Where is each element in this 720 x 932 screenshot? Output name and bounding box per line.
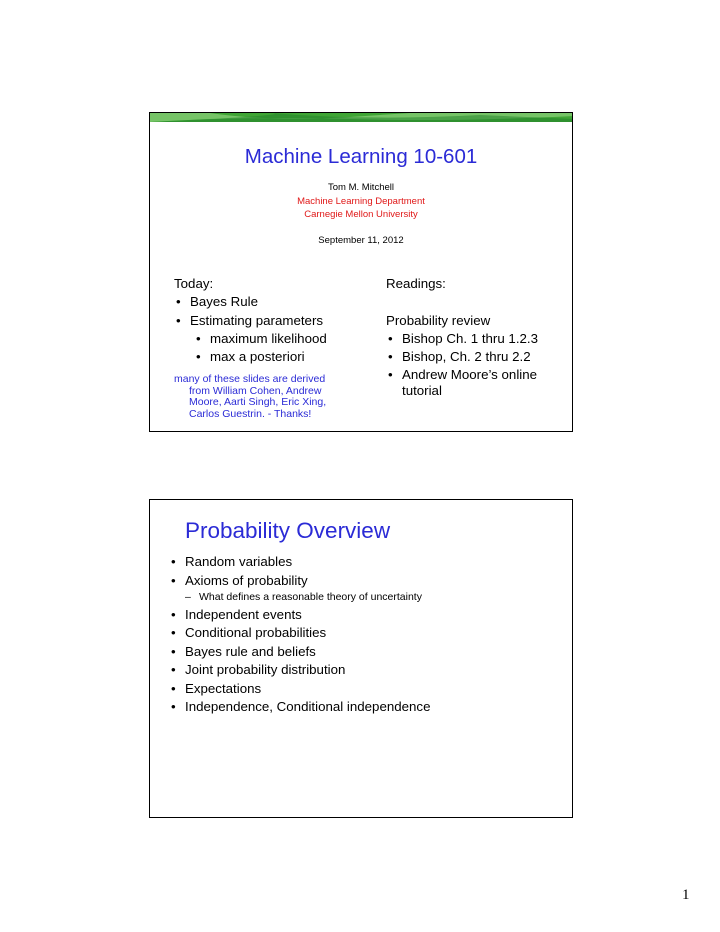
readings-column xyxy=(386,275,538,400)
author: Tom M. Mitchell xyxy=(328,182,394,193)
reading-item-continued: tutorial xyxy=(402,382,442,398)
today-item: • Bayes Rule xyxy=(174,293,327,311)
readings-spacer xyxy=(386,293,538,311)
readings-heading: Readings: xyxy=(386,276,446,291)
today-subitem: • maximum likelihood xyxy=(174,330,327,348)
overview-item: • Bayes rule and beliefs xyxy=(169,643,430,662)
today-subitem: • max a posteriori xyxy=(174,348,327,366)
today-heading: Today: xyxy=(174,276,214,291)
overview-subitem: – What defines a reasonable theory of uncertainty xyxy=(169,590,430,606)
date: September 11, 2012 xyxy=(318,235,404,246)
green-banner xyxy=(150,113,572,122)
credits-line: Carlos Guestrin. - Thanks! xyxy=(189,408,312,421)
credits-line: Moore, Aarti Singh, Eric Xing, xyxy=(189,396,327,409)
overview-item: • Independent events xyxy=(169,606,430,625)
slide-2 xyxy=(149,499,573,818)
overview-list xyxy=(169,553,430,717)
overview-item: • Independence, Conditional independence xyxy=(169,698,430,717)
today-column xyxy=(174,275,327,366)
credits-line: from William Cohen, Andrew xyxy=(189,384,322,397)
credits-line: many of these slides are derived xyxy=(174,373,326,385)
reading-item: • Bishop, Ch. 2 thru 2.2 xyxy=(386,348,538,366)
reading-item: • Andrew Moore’s online xyxy=(386,366,538,384)
department: Machine Learning Department xyxy=(297,196,425,207)
reading-item: • Bishop Ch. 1 thru 1.2.3 xyxy=(386,330,538,348)
overview-item: • Axioms of probability xyxy=(169,572,430,591)
overview-item: • Random variables xyxy=(169,553,430,572)
university: Carnegie Mellon University xyxy=(304,209,418,220)
overview-item: • Expectations xyxy=(169,680,430,699)
overview-item: • Joint probability distribution xyxy=(169,661,430,680)
slide-1 xyxy=(149,112,573,432)
readings-subheading: Probability review xyxy=(386,312,491,328)
slide-1-title: Machine Learning 10-601 xyxy=(244,145,478,168)
today-item: • Estimating parameters xyxy=(174,312,327,330)
overview-item: • Conditional probabilities xyxy=(169,624,430,643)
credits-note xyxy=(174,374,326,421)
slide-2-title: Probability Overview xyxy=(185,518,391,543)
page-number: 1 xyxy=(682,887,690,903)
